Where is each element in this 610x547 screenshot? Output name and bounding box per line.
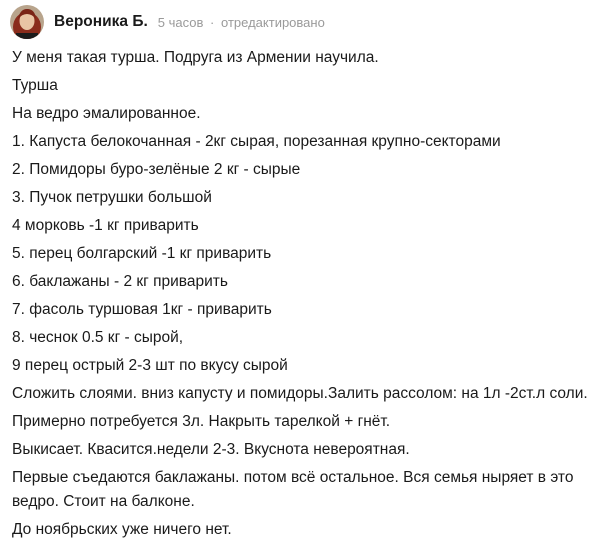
comment-line: 6. баклажаны - 2 кг приварить	[12, 273, 228, 290]
comment-line: У меня такая турша. Подруга из Армении научила.	[12, 49, 379, 66]
comment-line: 2. Помидоры буро-зелёные 2 кг - сырые	[12, 161, 301, 178]
comment-line: 7. фасоль туршовая 1кг - приварить	[12, 301, 272, 318]
comment-line: 1. Капуста белокочанная - 2кг сырая, порезанная крупно-секторами	[12, 133, 501, 150]
comment-line: 4 морковь -1 кг приварить	[12, 217, 199, 234]
comment-line: На ведро эмалированное.	[12, 105, 201, 122]
comment-line: 9 перец острый 2-3 шт по вкусу сырой	[12, 357, 288, 374]
comment-line: До ноябрьских уже ничего нет.	[12, 521, 232, 538]
avatar[interactable]	[10, 5, 44, 39]
comment-line: 5. перец болгарский -1 кг приварить	[12, 245, 272, 262]
comment-line: Первые съедаются баклажаны. потом всё остальное. Вся семья ныряет в это ведро. Стоит на балконе.	[12, 469, 574, 510]
comment-time[interactable]: 5 часов	[157, 14, 204, 30]
comment-line: 8. чеснок 0.5 кг - сырой,	[12, 329, 184, 346]
edited-label: отредактировано	[221, 14, 325, 30]
comment-text	[12, 46, 604, 546]
comment-line: Турша	[12, 77, 58, 94]
comment-line: Примерно потребуется 3л. Накрыть тарелкой + гнёт.	[12, 413, 391, 430]
comment-line: Выкисает. Квасится.недели 2-3. Вкуснота невероятная.	[12, 441, 410, 458]
comment-meta	[158, 15, 325, 30]
comment-header	[10, 5, 325, 39]
comment-line: Сложить слоями. вниз капусту и помидоры.Залить рассолом: на 1л -2ст.л соли.	[12, 385, 588, 402]
author-name[interactable]: Вероника Б.	[54, 13, 148, 30]
comment-line: 3. Пучок петрушки большой	[12, 189, 212, 206]
avatar-image	[10, 5, 44, 39]
meta-separator: ·	[210, 14, 215, 30]
